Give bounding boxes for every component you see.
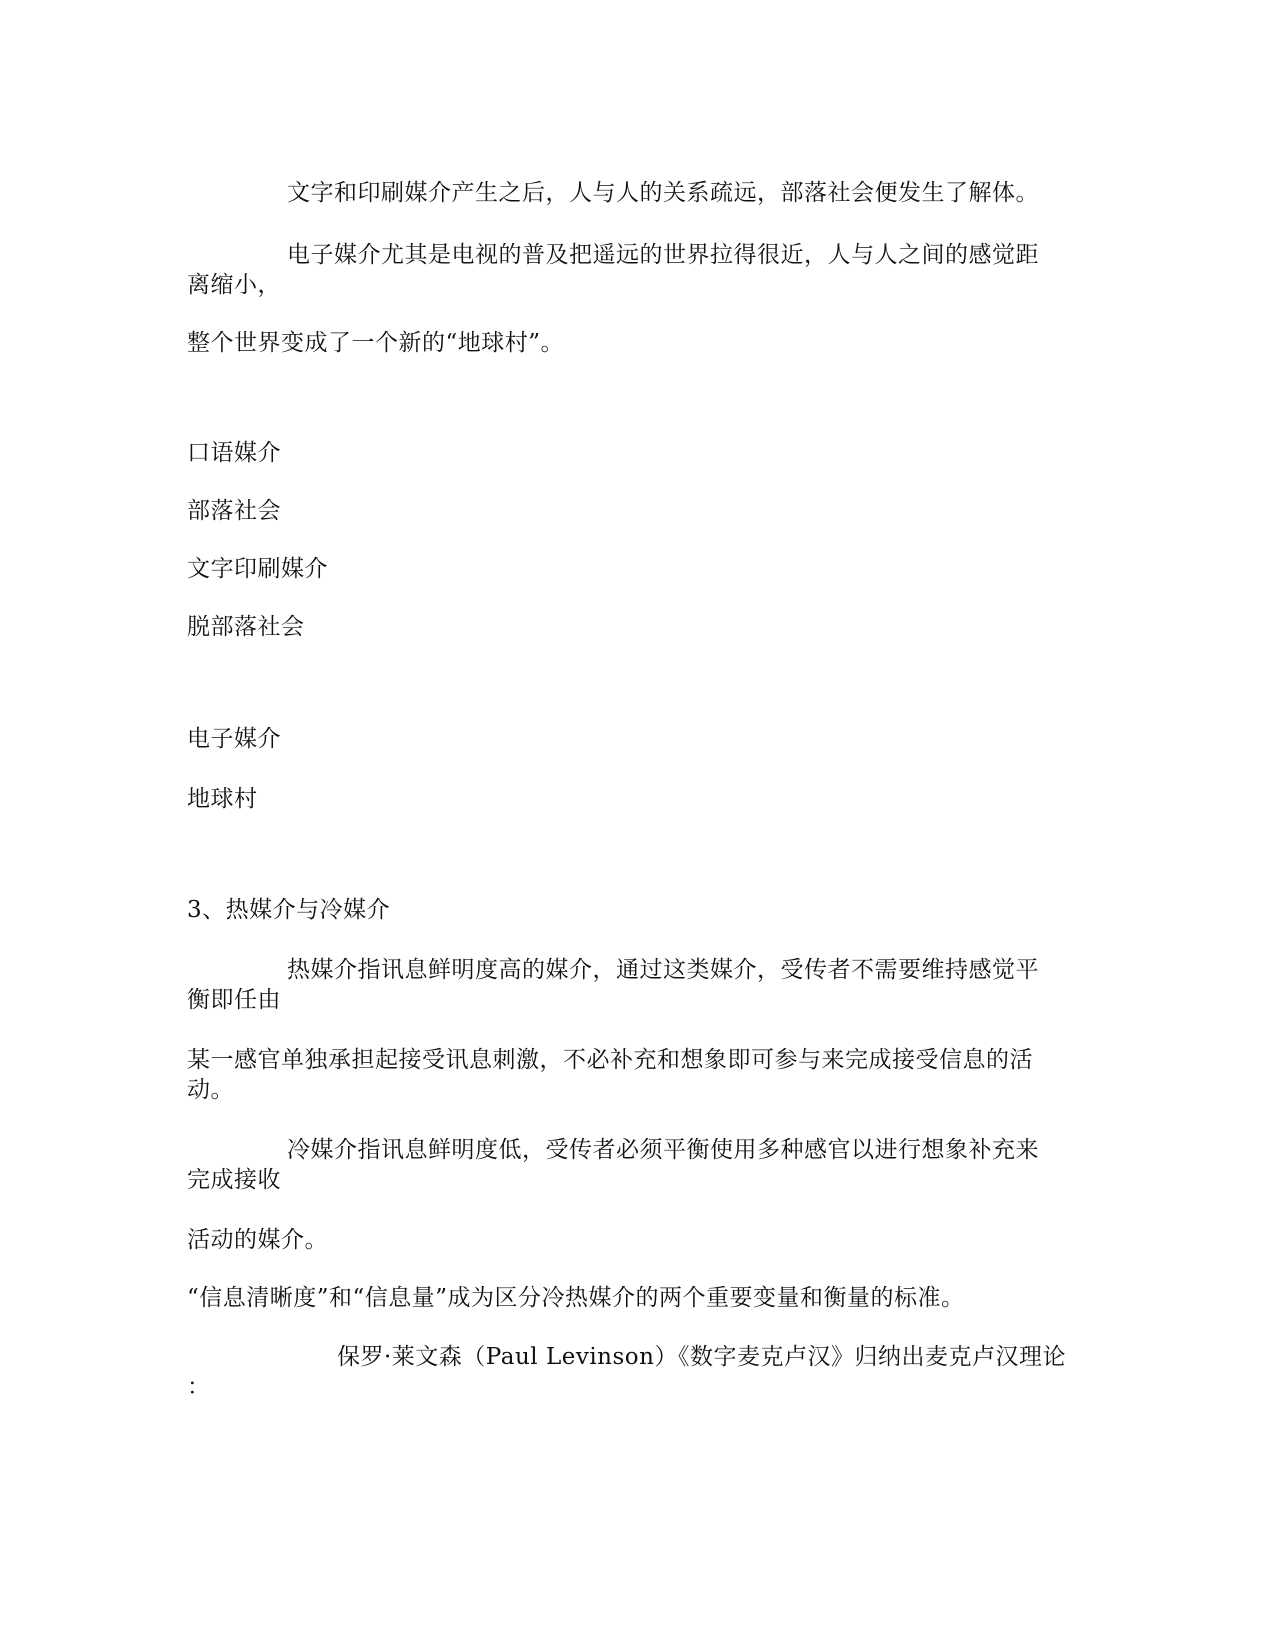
term-print-media: 文字印刷媒介 [187,556,328,582]
paragraph-criteria: “信息清晰度”和“信息量”成为区分冷热媒介的两个重要变量和衡量的标准。 [187,1285,965,1311]
paragraph-cold-media-line1: 冷媒介指讯息鲜明度低，受传者必须平衡使用多种感官以进行想象补充来 [287,1137,1039,1163]
term-electronic-media: 电子媒介 [187,726,281,752]
paragraph-hot-media-line3: 某一感官单独承担起接受讯息刺激，不必补充和想象即可参与来完成接受信息的活 [187,1047,1033,1073]
term-tribal-society: 部落社会 [187,498,281,524]
paragraph-hot-media-line2: 衡即任由 [187,987,281,1013]
paragraph-global-village: 整个世界变成了一个新的“地球村”。 [187,330,565,356]
term-detribalized-society: 脱部落社会 [187,614,305,640]
term-oral-media: 口语媒介 [187,440,281,466]
paragraph-cold-media-line2: 完成接收 [187,1167,281,1193]
section-heading-hot-cold-media: 3、热媒介与冷媒介 [187,897,391,923]
term-global-village: 地球村 [187,786,258,812]
paragraph-levinson-line1: 保罗·莱文森（Paul Levinson）《数字麦克卢汉》归纳出麦克卢汉理论 [337,1344,1066,1370]
paragraph-hot-media-line1: 热媒介指讯息鲜明度高的媒介，通过这类媒介，受传者不需要维持感觉平 [287,957,1039,983]
paragraph-electronic-media-line2: 离缩小， [187,272,281,298]
paragraph-print-media: 文字和印刷媒介产生之后，人与人的关系疏远，部落社会便发生了解体。 [287,180,1039,206]
paragraph-electronic-media-line1: 电子媒介尤其是电视的普及把遥远的世界拉得很近，人与人之间的感觉距 [287,242,1039,268]
paragraph-hot-media-line4: 动。 [187,1077,234,1103]
paragraph-cold-media-line3: 活动的媒介。 [187,1227,328,1253]
paragraph-levinson-line2: ： [187,1374,211,1400]
